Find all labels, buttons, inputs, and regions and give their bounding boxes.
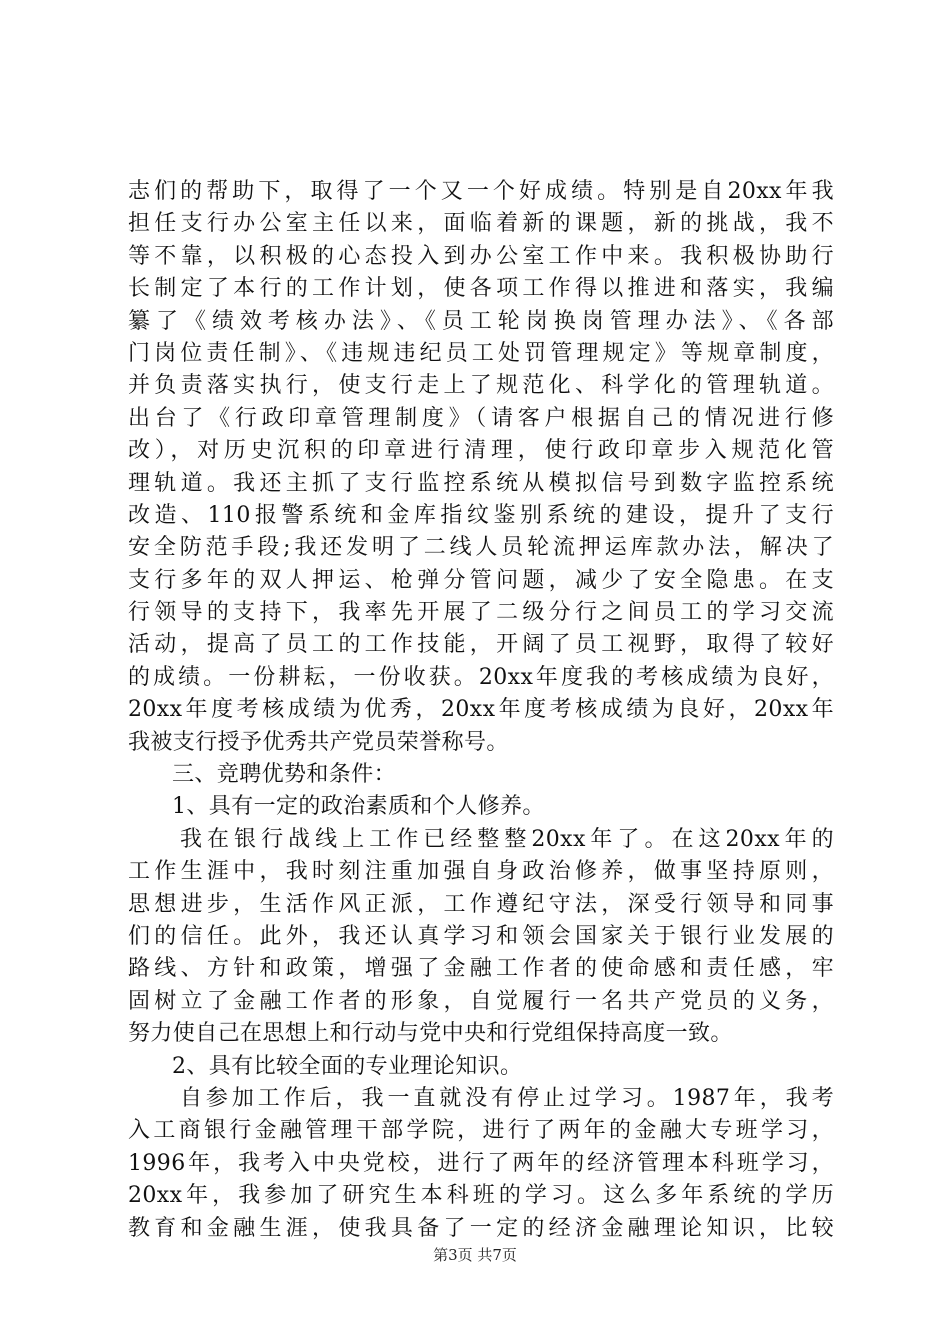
text-line: 门岗位责任制》、《违规违纪员工处罚管理规定》等规章制度， xyxy=(128,340,834,366)
text-line: 入工商银行金融管理干部学院，进行了两年的金融大专班学习， xyxy=(128,1118,834,1144)
text-line: 们的信任。此外，我还认真学习和领会国家关于银行业发展的 xyxy=(128,923,834,949)
subsection-heading: 1、具有一定的政治素质和个人修养。 xyxy=(172,794,545,820)
text-line: 教育和金融生涯，使我具备了一定的经济金融理论知识，比较 xyxy=(128,1215,834,1241)
text-line: 20xx年度考核成绩为优秀，20xx年度考核成绩为良好，20xx年 xyxy=(128,697,834,723)
text-line: 长制定了本行的工作计划，使各项工作得以推进和落实，我编 xyxy=(128,276,834,302)
text-line: 我在银行战线上工作已经整整20xx年了。在这20xx年的 xyxy=(180,826,834,852)
text-line: 安全防范手段;我还发明了二线人员轮流押运库款办法，解决了 xyxy=(128,535,834,561)
text-line: 并负责落实执行，使支行走上了规范化、科学化的管理轨道。 xyxy=(128,373,834,399)
text-line: 路线、方针和政策，增强了金融工作者的使命感和责任感，牢 xyxy=(128,956,834,982)
text-line: 纂了《绩效考核办法》、《员工轮岗换岗管理办法》、《各部 xyxy=(128,308,834,334)
page-number: 第3页 共7页 xyxy=(433,1246,517,1264)
text-line: 固树立了金融工作者的形象，自觉履行一名共产党员的义务， xyxy=(128,988,834,1014)
text-line: 活动，提高了员工的工作技能，开阔了员工视野，取得了较好 xyxy=(128,632,834,658)
text-line: 理轨道。我还主抓了支行监控系统从模拟信号到数字监控系统 xyxy=(128,470,834,496)
text-line: 思想进步，生活作风正派，工作遵纪守法，深受行领导和同事 xyxy=(128,891,834,917)
text-line: 自参加工作后，我一直就没有停止过学习。1987年，我考 xyxy=(180,1085,834,1111)
text-line: 我被支行授予优秀共产党员荣誉称号。 xyxy=(128,729,509,755)
text-line: 担任支行办公室主任以来，面临着新的课题，新的挑战，我不 xyxy=(128,211,834,237)
subsection-heading: 2、具有比较全面的专业理论知识。 xyxy=(172,1053,523,1079)
text-line: 出台了《行政印章管理制度》（请客户根据自己的情况进行修 xyxy=(128,405,834,431)
text-line: 行领导的支持下，我率先开展了二级分行之间员工的学习交流 xyxy=(128,600,834,626)
document-body xyxy=(128,176,834,1245)
text-line: 的成绩。一份耕耘，一份收获。20xx年度我的考核成绩为良好， xyxy=(128,664,834,690)
text-line: 支行多年的双人押运、枪弹分管问题，减少了安全隐患。在支 xyxy=(128,567,834,593)
text-line: 工作生涯中，我时刻注重加强自身政治修养，做事坚持原则， xyxy=(128,859,834,885)
text-line: 志们的帮助下，取得了一个又一个好成绩。特别是自20xx年我 xyxy=(128,179,834,204)
text-line: 改），对历史沉积的印章进行清理，使行政印章步入规范化管 xyxy=(128,438,834,464)
text-line: 努力使自己在思想上和行动与党中央和行党组保持高度一致。 xyxy=(128,1021,733,1047)
text-line: 改造、110报警系统和金库指纹鉴别系统的建设，提升了支行 xyxy=(128,502,834,528)
text-line: 1996年，我考入中央党校，进行了两年的经济管理本科班学习， xyxy=(128,1150,834,1176)
page-footer xyxy=(0,1245,950,1265)
text-line: 等不靠，以积极的心态投入到办公室工作中来。我积极协助行 xyxy=(128,243,834,269)
text-line: 20xx年，我参加了研究生本科班的学习。这么多年系统的学历 xyxy=(128,1183,834,1209)
section-heading: 三、竞聘优势和条件： xyxy=(172,762,397,788)
